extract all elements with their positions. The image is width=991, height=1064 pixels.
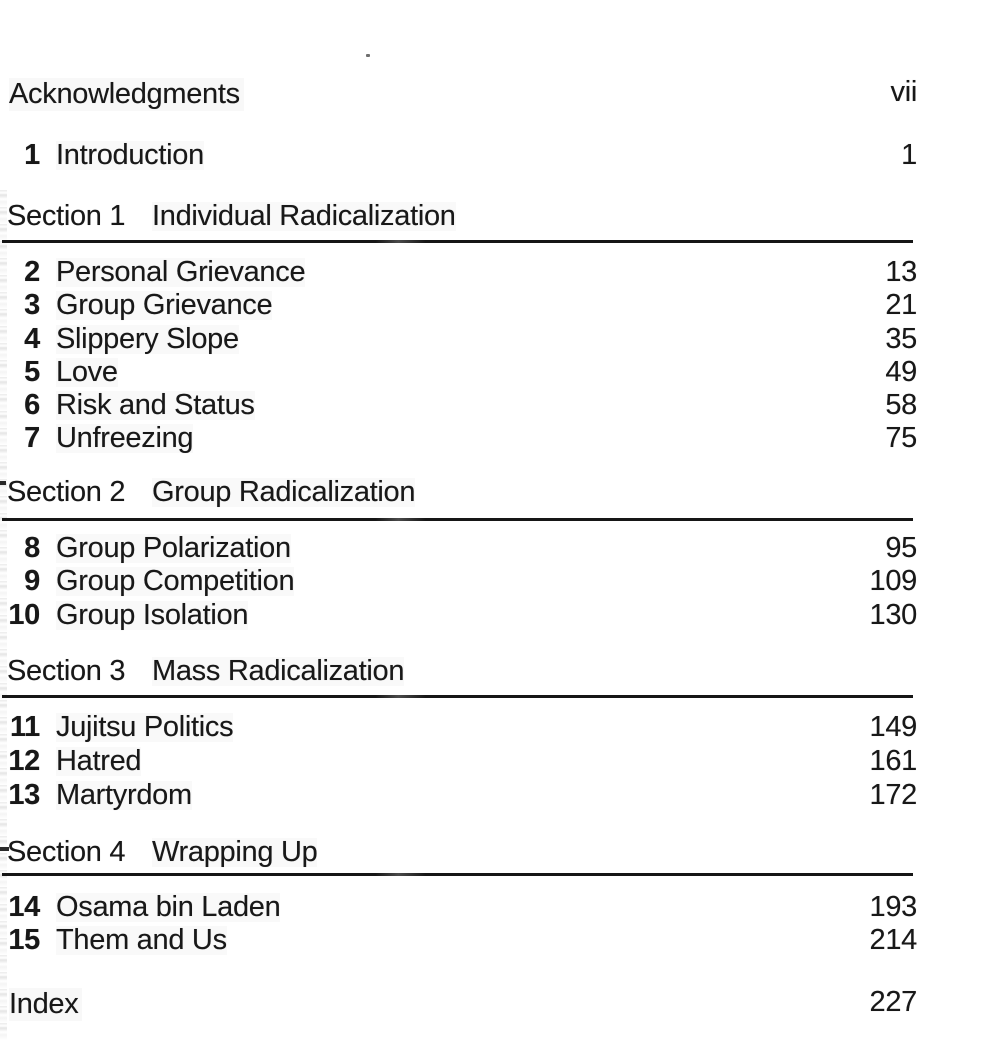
- toc-row-introduction: [0, 141, 917, 173]
- toc-row-chapter-6: [0, 391, 917, 423]
- page-number: 95: [885, 532, 917, 564]
- section-title: Group Radicalization: [152, 476, 416, 508]
- page-number: 193: [869, 891, 917, 923]
- toc-row-chapter-8: [0, 534, 917, 566]
- toc-row-acknowledgments: [0, 78, 917, 110]
- section-1-rule: [2, 240, 913, 243]
- toc-row-chapter-15: [0, 926, 917, 958]
- chapter-number: 9: [24, 565, 40, 597]
- toc-row-chapter-14: [0, 893, 917, 925]
- chapter-title: Them and Us: [56, 924, 227, 956]
- chapter-title: Unfreezing: [56, 422, 194, 454]
- toc-row-index: [0, 988, 917, 1020]
- chapter-title: Love: [56, 356, 118, 388]
- chapter-title: Personal Grievance: [56, 256, 306, 288]
- acknowledgments-page-number: vii: [890, 76, 917, 108]
- toc-row-chapter-13: [0, 781, 917, 813]
- toc-row-chapter-7: [0, 424, 917, 456]
- chapter-title: Slippery Slope: [56, 323, 239, 355]
- chapter-title: Hatred: [56, 745, 142, 777]
- chapter-number: 3: [24, 289, 40, 321]
- page-number: 35: [885, 323, 917, 355]
- section-4-rule: [2, 873, 913, 876]
- section-title: Wrapping Up: [152, 836, 318, 868]
- chapter-number: 14: [8, 891, 40, 923]
- scan-speck: [366, 54, 370, 57]
- toc-row-chapter-12: [0, 747, 917, 779]
- section-title: Mass Radicalization: [152, 655, 405, 687]
- section-label: Section 4: [7, 836, 126, 868]
- chapter-number: 12: [8, 745, 40, 777]
- page-number: 130: [869, 599, 917, 631]
- chapter-number: 5: [24, 356, 40, 388]
- page-number: 109: [869, 565, 917, 597]
- page-number: 172: [869, 779, 917, 811]
- toc-row-chapter-9: [0, 567, 917, 599]
- chapter-number: 6: [24, 389, 40, 421]
- chapter-number: 8: [24, 532, 40, 564]
- chapter-number: 15: [8, 924, 40, 956]
- page-number: 49: [885, 356, 917, 388]
- chapter-number: 1: [24, 139, 40, 171]
- page-number: 58: [885, 389, 917, 421]
- section-label: Section 2: [7, 476, 126, 508]
- toc-row-chapter-5: [0, 358, 917, 390]
- page-number: 75: [885, 422, 917, 454]
- section-3-rule: [2, 695, 913, 698]
- page-number: 214: [869, 924, 917, 956]
- chapter-number: 2: [24, 256, 40, 288]
- section-label: Section 3: [7, 655, 126, 687]
- chapter-number: 10: [8, 599, 40, 631]
- chapter-title: Jujitsu Politics: [56, 711, 234, 743]
- chapter-title: Introduction: [56, 139, 204, 171]
- page-number: 13: [885, 256, 917, 288]
- page-number: 21: [885, 289, 917, 321]
- acknowledgments-label: Acknowledgments: [9, 78, 244, 111]
- toc-row-chapter-3: [0, 291, 917, 323]
- toc-row-chapter-11: [0, 713, 917, 745]
- chapter-number: 13: [8, 779, 40, 811]
- section-title: Individual Radicalization: [152, 200, 456, 232]
- page-number: 149: [869, 711, 917, 743]
- section-3-header: [0, 657, 917, 689]
- section-2-header: [0, 478, 917, 510]
- chapter-title: Group Competition: [56, 565, 295, 597]
- chapter-title: Group Isolation: [56, 599, 249, 631]
- section-2-rule: [2, 518, 913, 521]
- chapter-number: 7: [24, 422, 40, 454]
- index-page-number: 227: [869, 986, 917, 1018]
- chapter-title: Group Polarization: [56, 532, 291, 564]
- toc-row-chapter-2: [0, 258, 917, 290]
- page-number: 161: [869, 745, 917, 777]
- section-1-header: [0, 202, 917, 234]
- page-number: 1: [901, 139, 917, 171]
- chapter-title: Risk and Status: [56, 389, 255, 421]
- chapter-title: Osama bin Laden: [56, 891, 281, 923]
- chapter-title: Group Grievance: [56, 289, 273, 321]
- index-label: Index: [9, 988, 82, 1021]
- toc-row-chapter-10: [0, 601, 917, 633]
- chapter-number: 11: [9, 711, 40, 743]
- section-4-header: [0, 838, 917, 870]
- chapter-number: 4: [24, 323, 40, 355]
- chapter-title: Martyrdom: [56, 779, 192, 811]
- section-label: Section 1: [7, 200, 126, 232]
- toc-row-chapter-4: [0, 325, 917, 357]
